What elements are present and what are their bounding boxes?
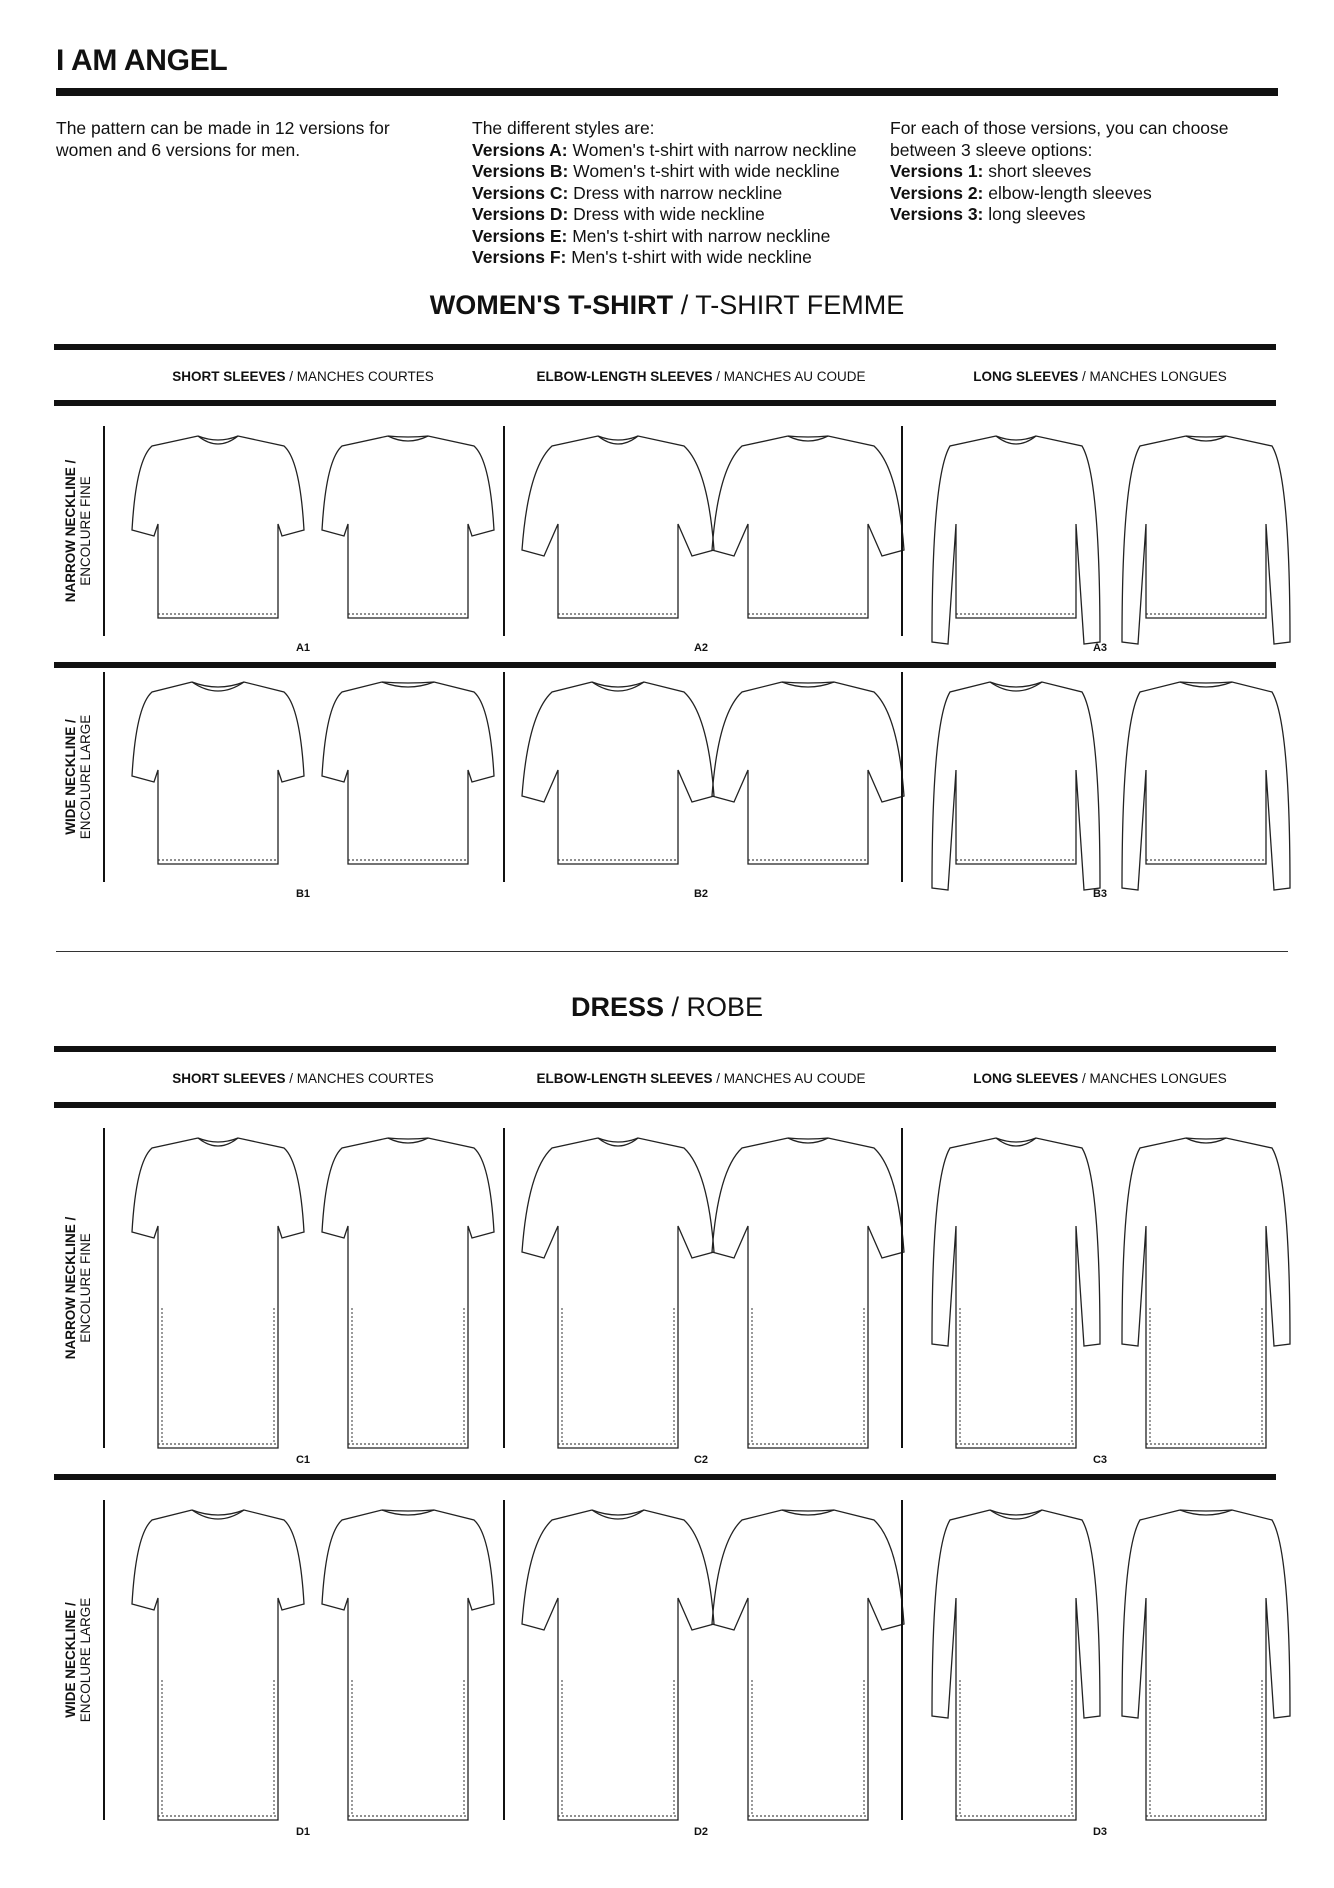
- section-divider: [56, 951, 1288, 952]
- section-title-rest: / ROBE: [664, 992, 764, 1022]
- garment-outline: [522, 1138, 714, 1448]
- column-divider: [901, 1128, 903, 1448]
- dress-front-illustration-D3-front: [921, 1506, 1111, 1830]
- garment-outline: [322, 436, 494, 618]
- version-code: A2: [693, 642, 709, 654]
- tshirt-back-illustration-B1-back: [313, 678, 503, 874]
- tshirt-back-illustration-A2-back: [713, 432, 903, 628]
- sleeve-header-bold: LONG SLEEVES: [973, 1071, 1079, 1086]
- garment-outline: [1122, 436, 1290, 644]
- style-item: Versions D: Dress with wide neckline: [472, 204, 765, 224]
- version-code: B2: [693, 888, 709, 900]
- version-code: D3: [1092, 1826, 1108, 1838]
- sleeve-header-rest: / MANCHES LONGUES: [1078, 369, 1227, 384]
- dress-back-illustration-C3-back: [1111, 1134, 1301, 1458]
- version-code: C3: [1092, 1454, 1108, 1466]
- section-title-bold: WOMEN'S T-SHIRT: [429, 290, 674, 320]
- garment-outline: [712, 1138, 904, 1448]
- dress-front-illustration-D1-front: [123, 1506, 313, 1830]
- section-rule-header: [54, 1102, 1276, 1108]
- sleeve-header: [890, 369, 1310, 384]
- sleeve-header: [93, 369, 513, 384]
- tshirt-front-illustration-B3-front: [921, 678, 1111, 874]
- garment-outline: [132, 436, 304, 618]
- sleeves-heading: For each of those versions, you can choose: [890, 118, 1229, 138]
- garment-outline: [1122, 1510, 1290, 1820]
- tshirt-back-illustration-B3-back: [1111, 678, 1301, 874]
- column-divider: [503, 1500, 505, 1820]
- garment-outline: [712, 682, 904, 864]
- tshirt-front-illustration-A1-front: [123, 432, 313, 628]
- dress-front-illustration-C3-front: [921, 1134, 1111, 1458]
- sleeve-header-rest: / MANCHES AU COUDE: [712, 1071, 866, 1086]
- dress-back-illustration-D3-back: [1111, 1506, 1301, 1830]
- neckline-label-bold: NARROW NECKLINE /: [63, 1216, 78, 1360]
- sleeve-item: Versions 1: short sleeves: [890, 161, 1092, 181]
- garment-outline: [522, 682, 714, 864]
- dress-front-illustration-C2-front: [523, 1134, 713, 1458]
- style-item: Versions F: Men's t-shirt with wide neckline: [472, 247, 812, 267]
- section-title: [0, 992, 1334, 1023]
- column-divider: [503, 426, 505, 636]
- tshirt-front-illustration-B1-front: [123, 678, 313, 874]
- sleeve-header: [491, 369, 911, 384]
- styles-heading: The different styles are:: [472, 118, 655, 138]
- section-rule-header: [54, 400, 1276, 406]
- column-divider: [901, 1500, 903, 1820]
- sleeve-header-bold: LONG SLEEVES: [973, 369, 1079, 384]
- neckline-label-rest: ENCOLURE FINE: [78, 1233, 93, 1343]
- garment-outline: [522, 436, 714, 618]
- title-rule: [56, 88, 1278, 96]
- neckline-label-bold: NARROW NECKLINE /: [63, 459, 78, 603]
- style-item: Versions E: Men's t-shirt with narrow neckline: [472, 225, 831, 246]
- column-divider: [103, 672, 105, 882]
- sleeve-header: [491, 1071, 911, 1086]
- section-rule-top: [54, 344, 1276, 350]
- garment-outline: [522, 1510, 714, 1820]
- intro-col-1: [56, 118, 390, 161]
- section-title-rest: / T-SHIRT FEMME: [673, 290, 905, 320]
- dress-back-illustration-C2-back: [713, 1134, 903, 1458]
- page-title: I AM ANGEL: [56, 44, 228, 77]
- dress-back-illustration-D1-back: [313, 1506, 503, 1830]
- intro-text: The pattern can be made in 12 versions for: [56, 118, 390, 138]
- sleeve-header-rest: / MANCHES LONGUES: [1078, 1071, 1227, 1086]
- row-rule: [54, 662, 1276, 668]
- column-divider: [901, 672, 903, 882]
- intro-col-2: [472, 118, 857, 269]
- sleeve-header-bold: ELBOW-LENGTH SLEEVES: [536, 369, 713, 384]
- tshirt-front-illustration-B2-front: [523, 678, 713, 874]
- version-code: C2: [693, 1454, 709, 1466]
- neckline-label-bold: WIDE NECKLINE /: [63, 1602, 78, 1718]
- garment-outline: [322, 1138, 494, 1448]
- sleeve-header-bold: SHORT SLEEVES: [172, 1071, 286, 1086]
- style-item: Versions A: Women's t-shirt with narrow neckline: [472, 139, 857, 160]
- column-divider: [503, 672, 505, 882]
- version-code: D1: [295, 1826, 311, 1838]
- garment-outline: [712, 1510, 904, 1820]
- intro-text: women and 6 versions for men.: [56, 139, 301, 160]
- garment-outline: [132, 1510, 304, 1820]
- neckline-label-bold: WIDE NECKLINE /: [63, 719, 78, 835]
- garment-outline: [132, 682, 304, 864]
- neckline-label-rest: ENCOLURE FINE: [78, 476, 93, 586]
- tshirt-back-illustration-B2-back: [713, 678, 903, 874]
- sleeve-header-rest: / MANCHES AU COUDE: [712, 369, 866, 384]
- dress-front-illustration-C1-front: [123, 1134, 313, 1458]
- column-divider: [103, 1500, 105, 1820]
- neckline-label: [63, 431, 93, 631]
- sleeve-header-bold: ELBOW-LENGTH SLEEVES: [536, 1071, 713, 1086]
- row-rule: [54, 1474, 1276, 1480]
- garment-outline: [932, 436, 1100, 644]
- version-code: B3: [1092, 888, 1108, 900]
- section-title-bold: DRESS: [570, 992, 664, 1022]
- sleeve-item: Versions 3: long sleeves: [890, 204, 1086, 224]
- neckline-label: [63, 677, 93, 877]
- neckline-label-rest: ENCOLURE LARGE: [78, 1597, 93, 1723]
- column-divider: [901, 426, 903, 636]
- dress-front-illustration-D2-front: [523, 1506, 713, 1830]
- version-code: A1: [295, 642, 311, 654]
- version-code: D2: [693, 1826, 709, 1838]
- version-code: B1: [295, 888, 311, 900]
- tshirt-back-illustration-A3-back: [1111, 432, 1301, 628]
- tshirt-back-illustration-A1-back: [313, 432, 503, 628]
- sleeve-header-bold: SHORT SLEEVES: [172, 369, 286, 384]
- neckline-label-rest: ENCOLURE LARGE: [78, 714, 93, 840]
- sleeve-item: Versions 2: elbow-length sleeves: [890, 182, 1152, 203]
- garment-outline: [132, 1138, 304, 1448]
- style-item: Versions C: Dress with narrow neckline: [472, 182, 783, 203]
- neckline-label: [63, 1188, 93, 1388]
- garment-outline: [1122, 1138, 1290, 1448]
- dress-back-illustration-D2-back: [713, 1506, 903, 1830]
- garment-outline: [712, 436, 904, 618]
- column-divider: [103, 1128, 105, 1448]
- sleeve-header: [890, 1071, 1310, 1086]
- intro-col-3: [890, 118, 1229, 226]
- garment-outline: [932, 1510, 1100, 1820]
- garment-outline: [322, 1510, 494, 1820]
- style-item: Versions B: Women's t-shirt with wide neckline: [472, 161, 840, 181]
- tshirt-front-illustration-A2-front: [523, 432, 713, 628]
- section-title: [0, 290, 1334, 321]
- sleeve-header-rest: / MANCHES COURTES: [285, 369, 434, 384]
- dress-back-illustration-C1-back: [313, 1134, 503, 1458]
- garment-outline: [322, 682, 494, 864]
- sleeves-heading: between 3 sleeve options:: [890, 139, 1093, 160]
- garment-outline: [1122, 682, 1290, 890]
- neckline-label: [63, 1560, 93, 1760]
- column-divider: [503, 1128, 505, 1448]
- garment-outline: [932, 682, 1100, 890]
- sleeve-header: [93, 1071, 513, 1086]
- version-code: C1: [295, 1454, 311, 1466]
- sleeve-header-rest: / MANCHES COURTES: [285, 1071, 434, 1086]
- column-divider: [103, 426, 105, 636]
- version-code: A3: [1092, 642, 1108, 654]
- garment-outline: [932, 1138, 1100, 1448]
- tshirt-front-illustration-A3-front: [921, 432, 1111, 628]
- section-rule-top: [54, 1046, 1276, 1052]
